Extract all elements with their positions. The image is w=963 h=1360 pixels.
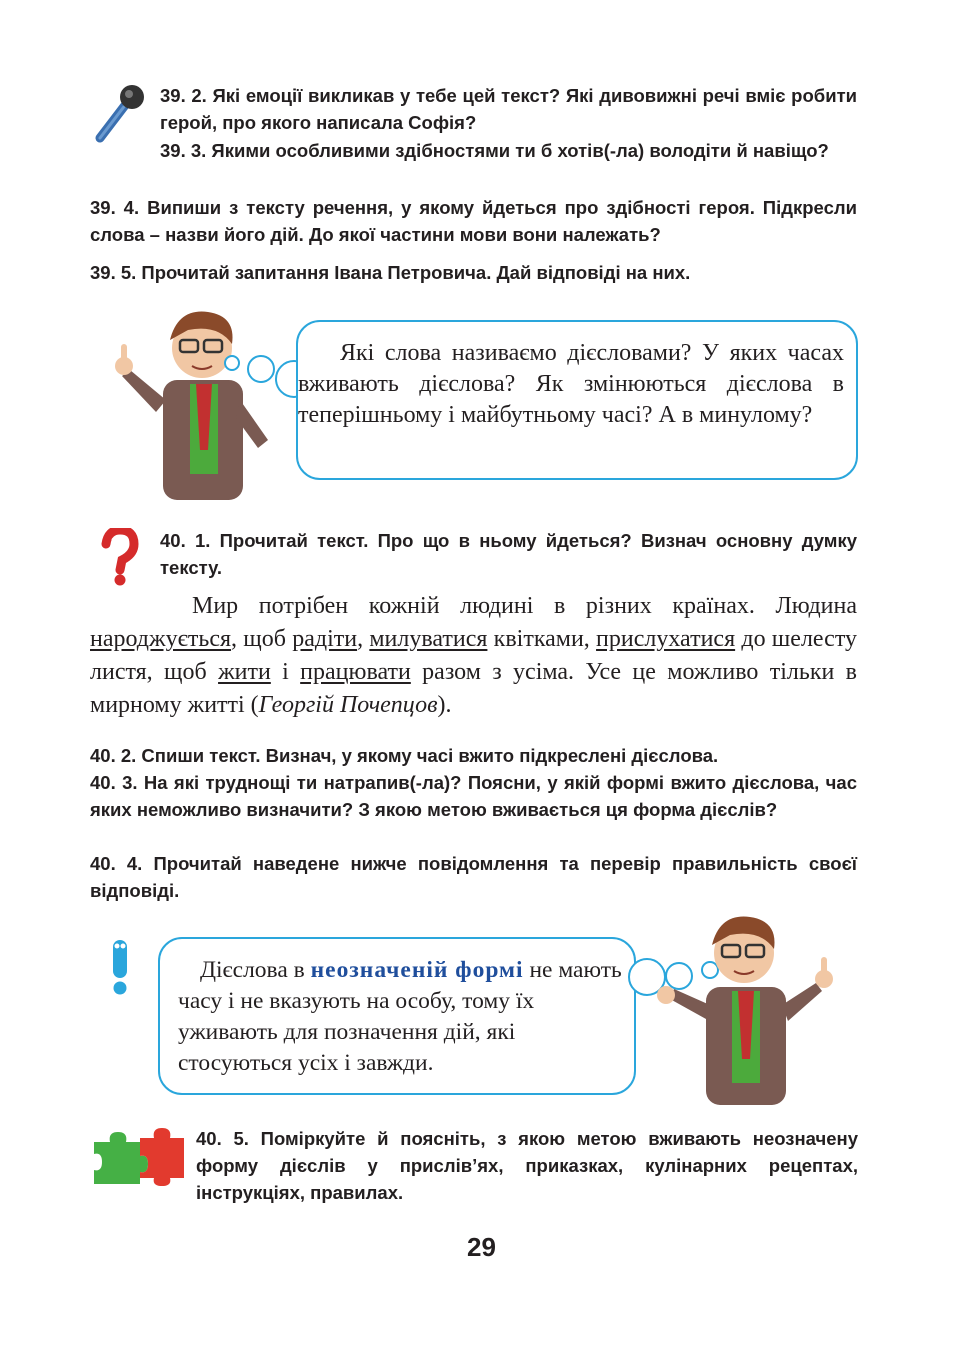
page-number: 29 [467, 1232, 496, 1262]
thought-dot [224, 355, 240, 371]
task-39-2: 39. 2. Які емоції викликав у тебе цей текст? Які дивовижні речі вміє робити герой, про якого написала Софія? [160, 85, 857, 133]
speech-bubble-rule [158, 937, 636, 1095]
question-mark-icon [98, 528, 140, 586]
underlined-verb: працювати [300, 659, 411, 685]
task-39-5: 39. 5. Прочитай запитання Івана Петровича. Дай відповіді на них. [90, 262, 691, 283]
underlined-verb: жити [218, 659, 271, 685]
keyword-infinitive: неозначеній формі [310, 957, 524, 983]
exclamation-icon [108, 936, 132, 996]
bubble-rule-text: Дієслова в неозначеній формі не мають часу і не вказують на особу, тому їх уживають для позначення дій, які стосуються усіх і завжди. [178, 957, 622, 1076]
microphone-icon [92, 82, 150, 144]
task-40-1: 40. 1. Прочитай текст. Про що в ньому йдеться? Визнач основну думку тексту. [160, 530, 857, 578]
thought-dot [247, 355, 275, 383]
task-40-3: 40. 3. На які труднощі ти натрапив(-ла)? Поясни, у якій формі вжито дієслова, час яких неможливо визначити? З якою метою вживається ця форма дієслів? [90, 772, 857, 820]
task-39-4: 39. 4. Випиши з тексту речення, у якому йдеться про здібності героя. Підкресли слова – назви його дій. До якої частини мови вони належать? [90, 197, 857, 245]
task-40-4: 40. 4. Прочитай наведене нижче повідомлення та перевір правильність своєї відповіді. [90, 853, 857, 901]
task-39-3: 39. 3. Якими особливими здібностями ти б хотів(-ла) володіти й навіщо? [160, 140, 829, 161]
underlined-verb: народжується [90, 626, 232, 652]
task-40-2: 40. 2. Спиши текст. Визнач, у якому часі вжито підкреслені дієслова. [90, 745, 719, 766]
task-40-5: 40. 5. Поміркуйте й поясніть, з якою метою вживають неозначену форму дієслів у прислів’ях, приказках, кулінарних рецептах, інструкціях, правилах. [196, 1128, 858, 1203]
bubble-questions-text: Які слова називаємо дієсловами? У яких часах вживають дієслова? Як змінюються дієслова в теперішньому і майбутньому часі? А в минулому? [298, 340, 844, 428]
puzzle-icon [90, 1128, 188, 1186]
reading-text: Мир потрібен кожній людині в різних країнах. Людина народжується, щоб радіти, милуватися квітками, прислухатися до шелесту листя, щоб жити і працювати разом з усіма. Усе це можливо тільки в мирному житті (Георгій Почепцов). [90, 593, 858, 718]
speech-bubble-questions [296, 320, 858, 480]
underlined-verb: милуватися [369, 626, 488, 652]
teacher-illustration [646, 905, 846, 1105]
underlined-verb: прислухатися [596, 626, 736, 652]
teacher-illustration [108, 300, 308, 500]
author-name: Георгій Почепцов [258, 692, 438, 718]
underlined-verb: радіти [292, 626, 358, 652]
